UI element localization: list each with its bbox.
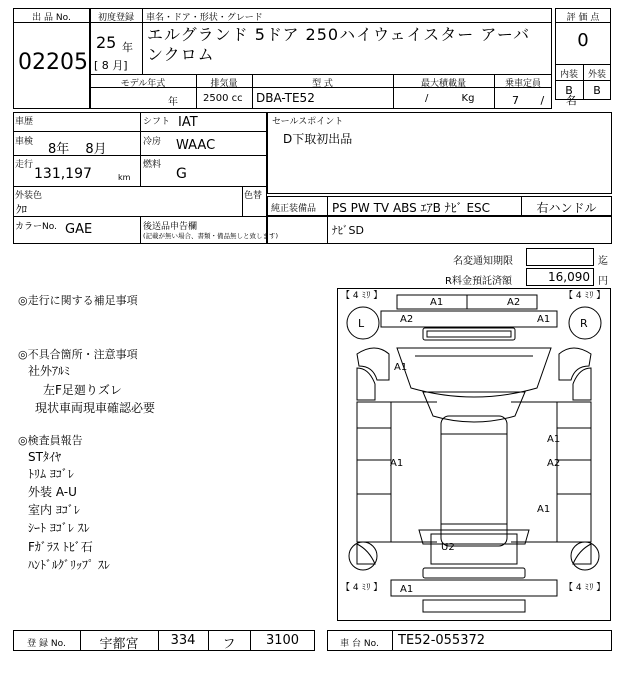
inspection-value: 8年 8月 [48,142,107,157]
lot-label: 出 品 No. [32,13,71,23]
lot-number: 02205 [18,50,88,75]
aftermarket-label: 後送品申告欄 [143,222,198,232]
mileage-label: 走行 [15,160,34,170]
shift-value: IAT [178,115,198,130]
inspector-item: 外装 A-U [28,485,77,499]
recycle-label: R料金預託済額 [445,276,512,287]
inspector-item: ﾊﾝﾄﾞﾙｸﾞﾘｯﾌﾟ ｽﾚ [28,558,110,572]
color-no-value: GAE [65,222,93,237]
rear-bumper-lower [423,600,525,612]
left-mark: L [358,317,365,330]
equipment-value: PS PW TV ABS ｴｱB ﾅﾋﾞ ESC [332,201,491,215]
damage-rear-bumper: A1 [400,584,414,595]
right-rear-fender [573,544,591,564]
registration-year: 25 [96,33,117,52]
diagram-frame [338,289,611,621]
aftermarket-note: (記載が無い場合、書類・備品無しと致します) [143,232,279,240]
exterior-label: 外装 [587,70,606,80]
tire-tread-rear-right: 【 4 ﾐﾘ 】 [564,583,606,593]
car-condition-diagram [337,288,611,621]
chassis-number: TE52-055372 [398,633,486,648]
defects-title: ◎不具合箇所・注意事項 [18,348,138,361]
registration-month: [ 8 月] [94,59,128,72]
grille [423,328,515,340]
registration-class: 334 [170,633,196,648]
name-change-field [526,248,594,266]
hood [397,348,551,397]
steering-value: 右ハンドル [536,201,597,215]
damage-left-door: A1 [390,458,404,469]
damage-front-right: A1 [537,314,551,325]
fuel-label: 燃料 [143,160,162,170]
rear-bumper [391,580,557,596]
right-front-fender [573,368,591,400]
name-change-label: 名変通知期限 [453,256,513,267]
left-side-panels [357,402,391,542]
registration-no-label: 登 録 No. [27,639,66,649]
damage-right-rear: A1 [537,504,551,515]
exterior-color-label: 外装色 [15,191,43,201]
damage-front-bumper-right: A2 [507,297,521,308]
inspector-item: ﾄﾘﾑ ﾖｺﾞﾚ [28,467,74,481]
interior-label: 内装 [559,70,578,80]
registration-number: 3100 [265,633,300,648]
inspection-label: 車検 [15,137,34,147]
rear-garnish [423,568,525,578]
left-front-arch [357,348,389,380]
defect-item: 社外ｱﾙﾐ [28,364,71,378]
displacement-value: 2500 cc [203,93,243,104]
inspector-item: 室内 ﾖｺﾞﾚ [28,503,80,517]
mileage-value: 131,197 [34,166,92,182]
left-rear-fender [357,544,375,564]
recycle-value: 16,090 [548,270,590,284]
inspector-item: Fｶﾞﾗｽ ﾄﾋﾞ石 [28,540,93,554]
capacity-label: 乗車定員 [504,79,541,89]
inspector-item: ｼｰﾄ ﾖｺﾞﾚ ｽﾚ [28,521,90,535]
driving-notes-title: ◎走行に関する補足事項 [18,294,138,307]
inspector-item: STﾀｲﾔ [28,450,61,464]
first-registration-label: 初度登録 [97,13,134,23]
tire-tread-front-left: 【 4 ﾐﾘ 】 [341,291,383,301]
right-mark: R [580,317,588,330]
interior-grade: B [565,84,573,97]
right-front-arch [559,348,591,380]
chassis-no-label: 車 台 No. [340,639,379,649]
exterior-grade: B [593,84,601,97]
ac-value: WAAC [176,138,216,153]
type-label: 型 式 [312,79,333,89]
damage-rear-glass: U2 [441,542,455,553]
left-rear-wheel-mark [349,542,377,570]
registration-kana: フ [222,637,236,652]
aftermarket-box [267,216,612,244]
right-rear-wheel-mark [571,542,599,570]
defect-item: 現状車両現車確認必要 [35,401,156,415]
left-front-fender [357,368,375,400]
model-year-label: モデル年式 [120,79,166,89]
displacement-label: 排気量 [210,79,238,89]
score-label: 評 価 点 [566,13,600,23]
registration-area: 宇都宮 [99,637,139,652]
exterior-color-value: ｸﾛ [16,203,27,216]
tire-tread-front-right: 【 4 ﾐﾘ 】 [564,291,606,301]
model-year-unit: 年 [168,97,178,108]
sales-point-value: D下取初出品 [283,132,353,146]
capacity-value: 7 / 名 [512,94,577,107]
damage-right-front-door: A1 [547,434,561,445]
defect-item: 左F足廻りズレ [43,383,122,397]
shift-label: シフト [143,117,171,127]
fuel-value: G [176,166,187,182]
ac-label: 冷房 [143,137,162,147]
recycle-unit: 円 [598,276,608,287]
car-name: エルグランド 5ドア 250ハイウェイスター アーバンクロム [147,25,531,64]
damage-right-door: A2 [547,458,561,469]
tire-tread-rear-left: 【 4 ﾐﾘ 】 [341,583,383,593]
history-label: 車歴 [15,117,34,127]
car-name-label: 車名・ドア・形状・グレード [146,13,263,23]
damage-front-left: A2 [400,314,414,325]
max-load-value: / Kg [425,93,475,104]
score-value: 0 [577,30,589,51]
sales-point-label: セールスポイント [272,117,344,127]
inspector-report-title: ◎検査員報告 [18,434,83,447]
type-value: DBA-TE52 [256,91,315,105]
damage-left-fender: A1 [394,362,408,373]
max-load-label: 最大積載量 [420,79,466,89]
roof [441,416,507,546]
mileage-unit: km [118,173,131,182]
equipment-label: 純正装備品 [271,204,317,214]
registration-year-unit: 年 [122,41,133,54]
aftermarket-value: ﾅﾋﾞSD [332,224,364,237]
right-side-panels [557,402,591,542]
damage-front-bumper-left: A1 [430,297,444,308]
color-no-label: カラーNo. [15,222,57,232]
name-change-unit: 迄 [598,256,608,267]
color-change-label: 色替 [244,191,263,201]
